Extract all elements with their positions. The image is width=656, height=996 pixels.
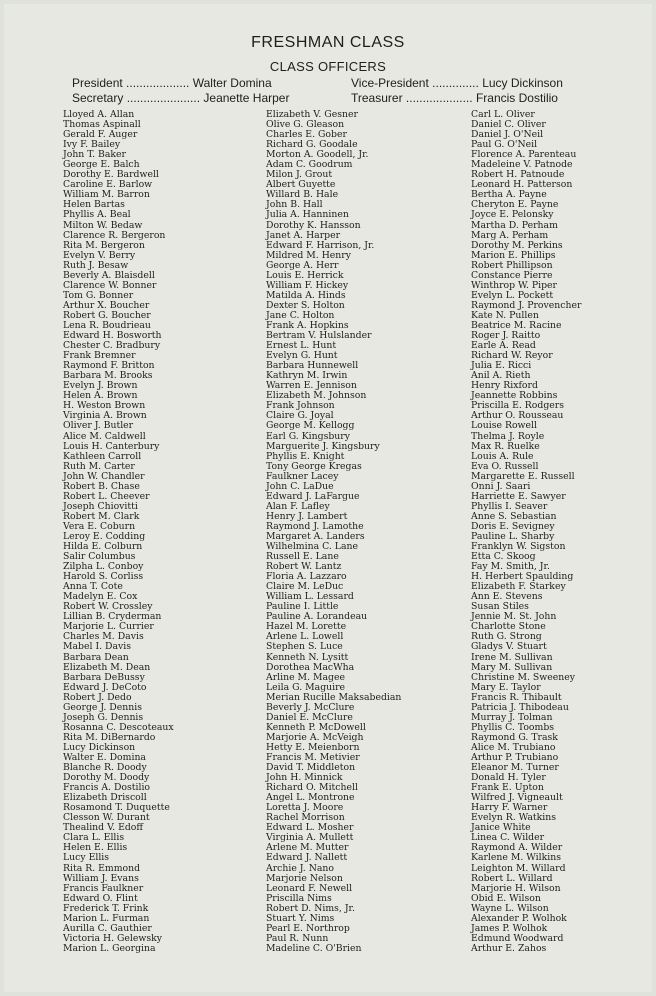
student-name: Edward J. LaFargue	[266, 490, 360, 502]
student-name: Robert L. Cheever	[63, 490, 150, 502]
student-name: Barbara Dean	[63, 651, 129, 663]
student-name: Daniel C. Oliver	[471, 119, 546, 131]
student-name: Thomas Aspinall	[63, 119, 141, 131]
student-name: Richard O. Mitchell	[266, 782, 358, 794]
president-leader: ...................	[126, 76, 190, 90]
student-name: Paul G. O'Neil	[471, 139, 538, 151]
student-name: Henry J. Lambert	[266, 510, 348, 522]
student-name: Charlotte Stone	[471, 621, 546, 633]
student-name: Alexander P. Wolhok	[471, 912, 567, 924]
student-name: Ernest L. Hunt	[266, 340, 337, 352]
student-name: Caroline E. Barlow	[63, 179, 153, 191]
student-name: Ivy F. Bailey	[63, 139, 121, 151]
student-name: Robert H. Patnoude	[471, 169, 565, 181]
student-name: Albert Guyette	[266, 179, 336, 191]
student-name: Wayne L. Wilson	[471, 902, 549, 914]
student-name: Margaret A. Landers	[266, 530, 365, 542]
student-name: Frank A. Hopkins	[266, 319, 349, 331]
student-name: Winthrop W. Piper	[471, 279, 557, 291]
student-name: Beverly J. McClure	[266, 701, 355, 713]
student-name: Thealind V. Edoff	[63, 822, 144, 834]
student-name: Raymond J. Lamothe	[266, 520, 364, 532]
student-name: Hilda E. Colburn	[63, 541, 143, 553]
treasurer-name: Francis Dostilio	[475, 91, 558, 105]
student-name: Earl G. Kingsbury	[266, 430, 350, 442]
student-name: George E. Balch	[63, 159, 140, 171]
student-name: Kenneth N. Lysitt	[266, 651, 349, 663]
student-name: Leila G. Maguire	[266, 681, 346, 693]
student-name: Virginia A. Brown	[63, 410, 147, 422]
vice-president-leader: ..............	[432, 76, 479, 90]
student-name: Faulkner Lacey	[266, 470, 339, 482]
student-name: Beverly A. Blaisdell	[63, 269, 155, 281]
student-name: Harriette E. Sawyer	[471, 490, 566, 502]
student-name: Rita M. DiBernardo	[63, 731, 156, 743]
student-name: Janet A. Harper	[266, 229, 341, 241]
student-name: Robert W. Crossley	[63, 601, 153, 613]
student-name: Olive G. Gleason	[266, 119, 345, 131]
student-name: Arthur P. Trubiano	[471, 752, 559, 763]
student-name: Doris E. Sevigney	[471, 520, 555, 532]
student-name: Morton A. Goodell, Jr.	[266, 149, 369, 161]
student-name: Dorothy K. Hansson	[266, 219, 361, 231]
student-name: Joseph Chiovitti	[63, 500, 138, 512]
student-name: Ruth G. Strong	[471, 631, 542, 643]
student-name: Marion L. Furman	[63, 912, 150, 924]
student-name: James P. Wolhok	[471, 922, 548, 934]
student-name: Pauline I. Little	[266, 601, 339, 613]
student-name: Francis R. Thibault	[471, 691, 562, 703]
student-name: David T. Middleton	[266, 762, 356, 774]
student-name: Walter E. Domina	[63, 752, 146, 763]
student-name: H. Weston Brown	[63, 400, 146, 412]
student-name: Edward H. Bosworth	[63, 330, 162, 342]
student-name: Arline M. Magee	[266, 671, 345, 683]
student-name: Madelyn E. Cox	[63, 591, 138, 603]
student-name: Daniel J. O'Neil	[471, 129, 544, 141]
student-name: Wilhelmina C. Lane	[266, 541, 358, 553]
student-name: Louise Rowell	[471, 420, 537, 432]
student-name: Raymond G. Trask	[471, 731, 558, 743]
student-name: George J. Dennis	[63, 701, 142, 713]
student-name: Alice M. Caldwell	[63, 430, 146, 442]
student-name: Robert W. Lantz	[266, 561, 342, 573]
student-name: Florence A. Parenteau	[471, 149, 577, 161]
student-name: Clara L. Ellis	[63, 832, 125, 844]
student-name: Irene M. Sullivan	[471, 651, 553, 663]
student-name: Bertram V. Hulslander	[266, 330, 372, 342]
student-name: Leighton M. Willard	[471, 862, 566, 874]
student-name: Raymond F. Britton	[63, 360, 155, 372]
student-name: Kenneth P. McDowell	[266, 721, 366, 733]
student-name: Lillian B. Cryderman	[63, 611, 162, 623]
student-name: William F. Hickey	[266, 279, 349, 291]
yearbook-page	[4, 4, 652, 992]
president-label: President	[72, 76, 123, 90]
student-name: Carl L. Oliver	[471, 109, 535, 120]
student-name: Frederick T. Frink	[63, 902, 149, 914]
student-name: Elizabeth M. Johnson	[266, 390, 367, 402]
student-name: Mildred M. Henry	[266, 249, 351, 261]
student-name: Leroy E. Codding	[63, 530, 146, 542]
student-name: Marion L. Georgina	[63, 942, 156, 954]
student-name: Mary M. Sullivan	[471, 661, 553, 673]
student-name: Louis E. Herrick	[266, 269, 344, 281]
student-name: Martha D. Perham	[471, 219, 558, 231]
student-name: Susan Stiles	[471, 601, 529, 613]
student-name: Vera E. Coburn	[63, 520, 136, 532]
student-name: Joyce E. Pelonsky	[471, 209, 554, 221]
student-name: Jeannette Robbins	[471, 390, 558, 402]
student-name: Julia A. Hanninen	[266, 209, 349, 221]
student-name: Marjorie H. Wilson	[471, 882, 561, 894]
student-name: Barbara DeBussy	[63, 671, 145, 683]
student-name: Loretta J. Moore	[266, 802, 344, 814]
student-name: Cheryton E. Payne	[471, 199, 559, 211]
student-name: Rosamond T. Duquette	[63, 802, 170, 814]
student-name: Anne S. Sebastian	[471, 510, 557, 522]
student-name: Dorothy M. Doody	[63, 772, 150, 784]
student-name: Patricia J. Thibodeau	[471, 701, 569, 713]
student-name: Helen A. Brown	[63, 390, 138, 402]
student-name: John C. LaDue	[266, 480, 334, 492]
student-name: Marjorie Nelson	[266, 872, 343, 884]
student-name: George M. Kellogg	[266, 420, 355, 432]
student-name: Alan F. Lafley	[266, 500, 330, 512]
student-name: Floria A. Lazzaro	[266, 571, 347, 583]
student-name: Evelyn G. Hunt	[266, 350, 338, 362]
student-name: Marion E. Phillips	[471, 249, 556, 261]
student-name: Edward L. Mosher	[266, 822, 354, 834]
student-name: Robert B. Chase	[63, 480, 140, 492]
student-name: Raymond J. Provencher	[471, 299, 582, 311]
student-name: Arthur E. Zahos	[471, 942, 547, 954]
student-name: Daniel E. McClure	[266, 711, 353, 723]
student-name: Phyllis C. Toombs	[471, 721, 555, 733]
student-name: Earle A. Read	[471, 340, 536, 352]
student-name: Clarence W. Bonner	[63, 279, 157, 291]
student-name: Rita R. Emmond	[63, 862, 141, 874]
student-name: Evelyn R. Watkins	[471, 812, 557, 824]
student-name: Bertha A. Payne	[471, 189, 547, 201]
student-name: Harold S. Corliss	[63, 571, 144, 583]
student-name: Frank E. Upton	[471, 782, 544, 794]
student-name: Barbara Hunnewell	[266, 360, 359, 372]
student-name: Hazel M. Lorette	[266, 621, 347, 633]
student-name: Zilpha L. Conboy	[63, 561, 144, 573]
student-name: Charles E. Gober	[266, 129, 347, 141]
student-name: Max R. Ruelke	[471, 440, 540, 452]
student-name: Robert Phillipson	[471, 259, 553, 271]
student-name: Louis H. Canterbury	[63, 440, 160, 452]
student-name: John T. Baker	[63, 149, 126, 161]
student-name: Linea C. Wilder	[471, 832, 545, 844]
page-title: FRESHMAN CLASS	[251, 34, 405, 51]
student-name: Warren E. Jennison	[266, 380, 357, 392]
student-name: Joseph G. Dennis	[63, 711, 144, 723]
student-name: Arthur X. Boucher	[63, 299, 150, 311]
student-name: Edward J. Nallett	[266, 852, 348, 864]
student-name: Milon J. Grout	[266, 169, 333, 181]
student-name: Murray J. Tolman	[471, 711, 553, 723]
student-column-1	[63, 110, 174, 954]
student-name: Claire M. LeDuc	[266, 581, 344, 593]
student-name: Oliver J. Butler	[63, 420, 134, 432]
student-name: Evelyn L. Pockett	[471, 289, 554, 301]
student-name: Mabel I. Davis	[63, 641, 132, 653]
student-name: Elizabeth V. Gesner	[266, 109, 358, 120]
treasurer-leader: ....................	[405, 91, 473, 105]
president-row	[72, 76, 272, 91]
student-name: Charles M. Davis	[63, 631, 144, 643]
student-name: Evelyn J. Brown	[63, 380, 138, 392]
student-name: Rita M. Bergeron	[63, 239, 145, 251]
student-name: Edward O. Flint	[63, 892, 138, 904]
student-name: Eva O. Russell	[471, 460, 539, 472]
student-name: Priscilla Nims	[266, 892, 332, 904]
student-name: Kate N. Pullen	[471, 309, 539, 321]
student-name: Richard W. Reyor	[471, 350, 553, 362]
student-name: Anil A. Rieth	[471, 370, 531, 382]
student-name: Edmund Woodward	[471, 932, 564, 944]
student-name: Tony George Kregas	[266, 460, 362, 472]
student-name: Anna T. Cote	[63, 581, 123, 593]
student-name: Gladys V. Stuart	[471, 641, 547, 653]
student-name: Franklyn W. Sigston	[471, 541, 566, 553]
student-name: Elizabeth M. Dean	[63, 661, 151, 673]
student-name: Robert L. Willard	[471, 872, 553, 884]
student-name: Blanche R. Doody	[63, 762, 147, 774]
student-name: Willard B. Hale	[266, 189, 339, 201]
vice-president-label: Vice-President	[351, 76, 429, 90]
student-name: Arlene L. Lowell	[266, 631, 344, 643]
student-name: Ruth M. Carter	[63, 460, 135, 472]
student-name: Phyllis A. Beal	[63, 209, 131, 221]
student-name: Constance Pierre	[471, 269, 553, 281]
student-name: Hetty E. Meienborn	[266, 741, 360, 753]
student-name: Etta C. Skoog	[471, 551, 536, 563]
student-name: Janice White	[471, 822, 531, 834]
student-column-3	[471, 110, 581, 954]
student-name: Ann E. Stevens	[471, 591, 543, 603]
student-name: Edward F. Harrison, Jr.	[266, 239, 375, 251]
student-name: Adam C. Goodrum	[266, 159, 353, 171]
student-name: Lucy Ellis	[63, 852, 110, 864]
student-name: Richard G. Goodale	[266, 139, 358, 151]
student-name: Eleanor M. Turner	[471, 762, 559, 774]
officers-heading: CLASS OFFICERS	[269, 59, 387, 74]
vice-president-name: Lucy Dickinson	[482, 76, 563, 90]
student-name: Robert M. Clark	[63, 510, 140, 522]
student-name: Lucy Dickinson	[63, 741, 136, 753]
treasurer-label: Treasurer	[351, 91, 403, 105]
student-name: Mary E. Taylor	[471, 681, 541, 693]
student-name: Leonard F. Newell	[266, 882, 353, 894]
student-name: Beatrice M. Racine	[471, 319, 562, 331]
student-name: Margarette E. Russell	[471, 470, 575, 482]
secretary-name: Jeanette Harper	[203, 91, 290, 105]
student-name: John B. Hall	[266, 199, 323, 211]
student-name: Claire G. Joyal	[266, 410, 334, 422]
student-name: Priscilla E. Rodgers	[471, 400, 564, 412]
secretary-row	[72, 91, 289, 106]
student-name: Frank Johnson	[266, 400, 335, 412]
student-name: Stuart Y. Nims	[266, 912, 335, 924]
student-name: Lloyed A. Allan	[63, 109, 135, 120]
student-name: Paul R. Nunn	[266, 932, 329, 944]
student-name: Wilfred J. Vigneault	[471, 792, 563, 804]
student-name: Marjorie L. Currier	[63, 621, 154, 633]
student-name: Obid E. Wilson	[471, 892, 541, 904]
student-name: Helen Bartas	[63, 199, 125, 211]
student-name: Arthur O. Rousseau	[471, 410, 564, 422]
student-name: Henry Rixford	[471, 380, 538, 392]
student-name: Dorothy E. Bardwell	[63, 169, 159, 181]
student-name: Raymond A. Wilder	[471, 842, 563, 854]
student-name: Louis A. Rule	[471, 450, 534, 462]
student-name: Victoria H. Gelewsky	[63, 932, 163, 944]
student-name: Virginia A. Mullett	[266, 832, 354, 844]
student-name: Rachel Morrison	[266, 812, 345, 824]
student-name: Thelma J. Royle	[471, 430, 545, 442]
student-name: Robert G. Boucher	[63, 309, 151, 321]
student-name: Chester C. Bradbury	[63, 340, 161, 352]
secretary-leader: ......................	[126, 91, 201, 105]
student-name: Harry F. Warner	[471, 802, 548, 814]
student-name: Dorothy M. Perkins	[471, 239, 563, 251]
student-name: Alice M. Trubiano	[471, 741, 556, 753]
student-name: Elizabeth Driscoll	[63, 792, 147, 804]
student-name: Dorothea MacWha	[266, 661, 355, 673]
student-name: Karlene M. Wilkins	[471, 852, 561, 864]
student-name: Helen E. Ellis	[63, 842, 128, 854]
student-name: Kathryn M. Irwin	[266, 370, 348, 382]
student-name: Lena R. Boudrieau	[63, 319, 151, 331]
student-name: Aurilla C. Gauthier	[63, 922, 152, 934]
student-name: Frank Bremner	[63, 350, 136, 362]
student-name: Francis M. Metivier	[266, 752, 360, 763]
student-name: Roger J. Raitto	[471, 330, 541, 342]
student-name: Matilda A. Hinds	[266, 289, 346, 301]
student-name: Evelyn V. Berry	[63, 249, 136, 261]
student-name: Jennie M. St. John	[471, 611, 557, 623]
student-name: Merian Rucille Maksabedian	[266, 691, 402, 703]
student-name: Robert D. Nims, Jr.	[266, 902, 355, 914]
student-name: H. Herbert Spaulding	[471, 571, 574, 583]
student-name: Dexter S. Holton	[266, 299, 345, 311]
student-name: Tom G. Bonner	[63, 289, 134, 301]
student-name: Elizabeth F. Starkey	[471, 581, 566, 593]
student-name: Arlene M. Mutter	[266, 842, 349, 854]
student-name: Francis Faulkner	[63, 882, 144, 894]
student-name: Gerald F. Auger	[63, 129, 138, 141]
student-name: Fay M. Smith, Jr.	[471, 561, 550, 573]
student-name: Phyllis I. Seaver	[471, 500, 548, 512]
student-name: Julia E. Ricci	[471, 360, 532, 372]
student-name: Leonard H. Patterson	[471, 179, 573, 191]
student-name: Archie J. Nano	[266, 862, 334, 874]
student-name: Phyllis E. Knight	[266, 450, 345, 462]
secretary-label: Secretary	[72, 91, 124, 105]
student-name: George A. Herr	[266, 259, 339, 271]
student-name: Robert J. Dedo	[63, 691, 132, 703]
student-name: Marg A. Perham	[471, 229, 549, 241]
student-name: Clesson W. Durant	[63, 812, 150, 824]
student-name: Francis A. Dostilio	[63, 782, 151, 794]
student-name: Russell E. Lane	[266, 551, 339, 563]
student-name: William L. Lessard	[266, 591, 354, 603]
student-name: Madeline C. O'Brien	[266, 942, 362, 954]
student-name: Kathleen Carroll	[63, 450, 142, 462]
student-name: John W. Chandler	[63, 470, 145, 482]
student-name: Barbara M. Brooks	[63, 370, 153, 382]
student-name: Angel L. Montrone	[266, 792, 355, 804]
vice-president-row	[351, 76, 563, 91]
student-name: Donald H. Tyler	[471, 772, 546, 784]
student-name: Ruth J. Besaw	[63, 259, 129, 271]
student-name: Rosanna C. Descoteaux	[63, 721, 174, 733]
student-name: Onni J. Saari	[471, 480, 531, 492]
student-name: Milton W. Bedaw	[63, 219, 143, 231]
student-name: Marguerite J. Kingsbury	[266, 440, 380, 452]
student-name: Pearl E. Northrop	[266, 922, 350, 934]
student-name: Pauline L. Sharby	[471, 530, 555, 542]
student-name: William M. Barron	[63, 189, 150, 201]
president-name: Walter Domina	[192, 76, 272, 90]
student-name: Salir Columbus	[63, 551, 136, 563]
student-name: Edward J. DeCoto	[63, 681, 147, 693]
student-name: Christine M. Sweeney	[471, 671, 575, 683]
treasurer-row	[351, 91, 558, 106]
student-name: Stephen S. Luce	[266, 641, 343, 653]
student-name: Pauline A. Lorandeau	[266, 611, 368, 623]
student-name: Marjorie A. McVeigh	[266, 731, 364, 743]
student-name: John H. Minnick	[266, 772, 343, 784]
student-name: Jane C. Holton	[266, 309, 335, 321]
student-name: William J. Evans	[63, 872, 139, 884]
student-column-2	[266, 110, 401, 954]
student-name: Madeleine V. Patnode	[471, 159, 573, 171]
student-name: Clarence R. Bergeron	[63, 229, 166, 241]
